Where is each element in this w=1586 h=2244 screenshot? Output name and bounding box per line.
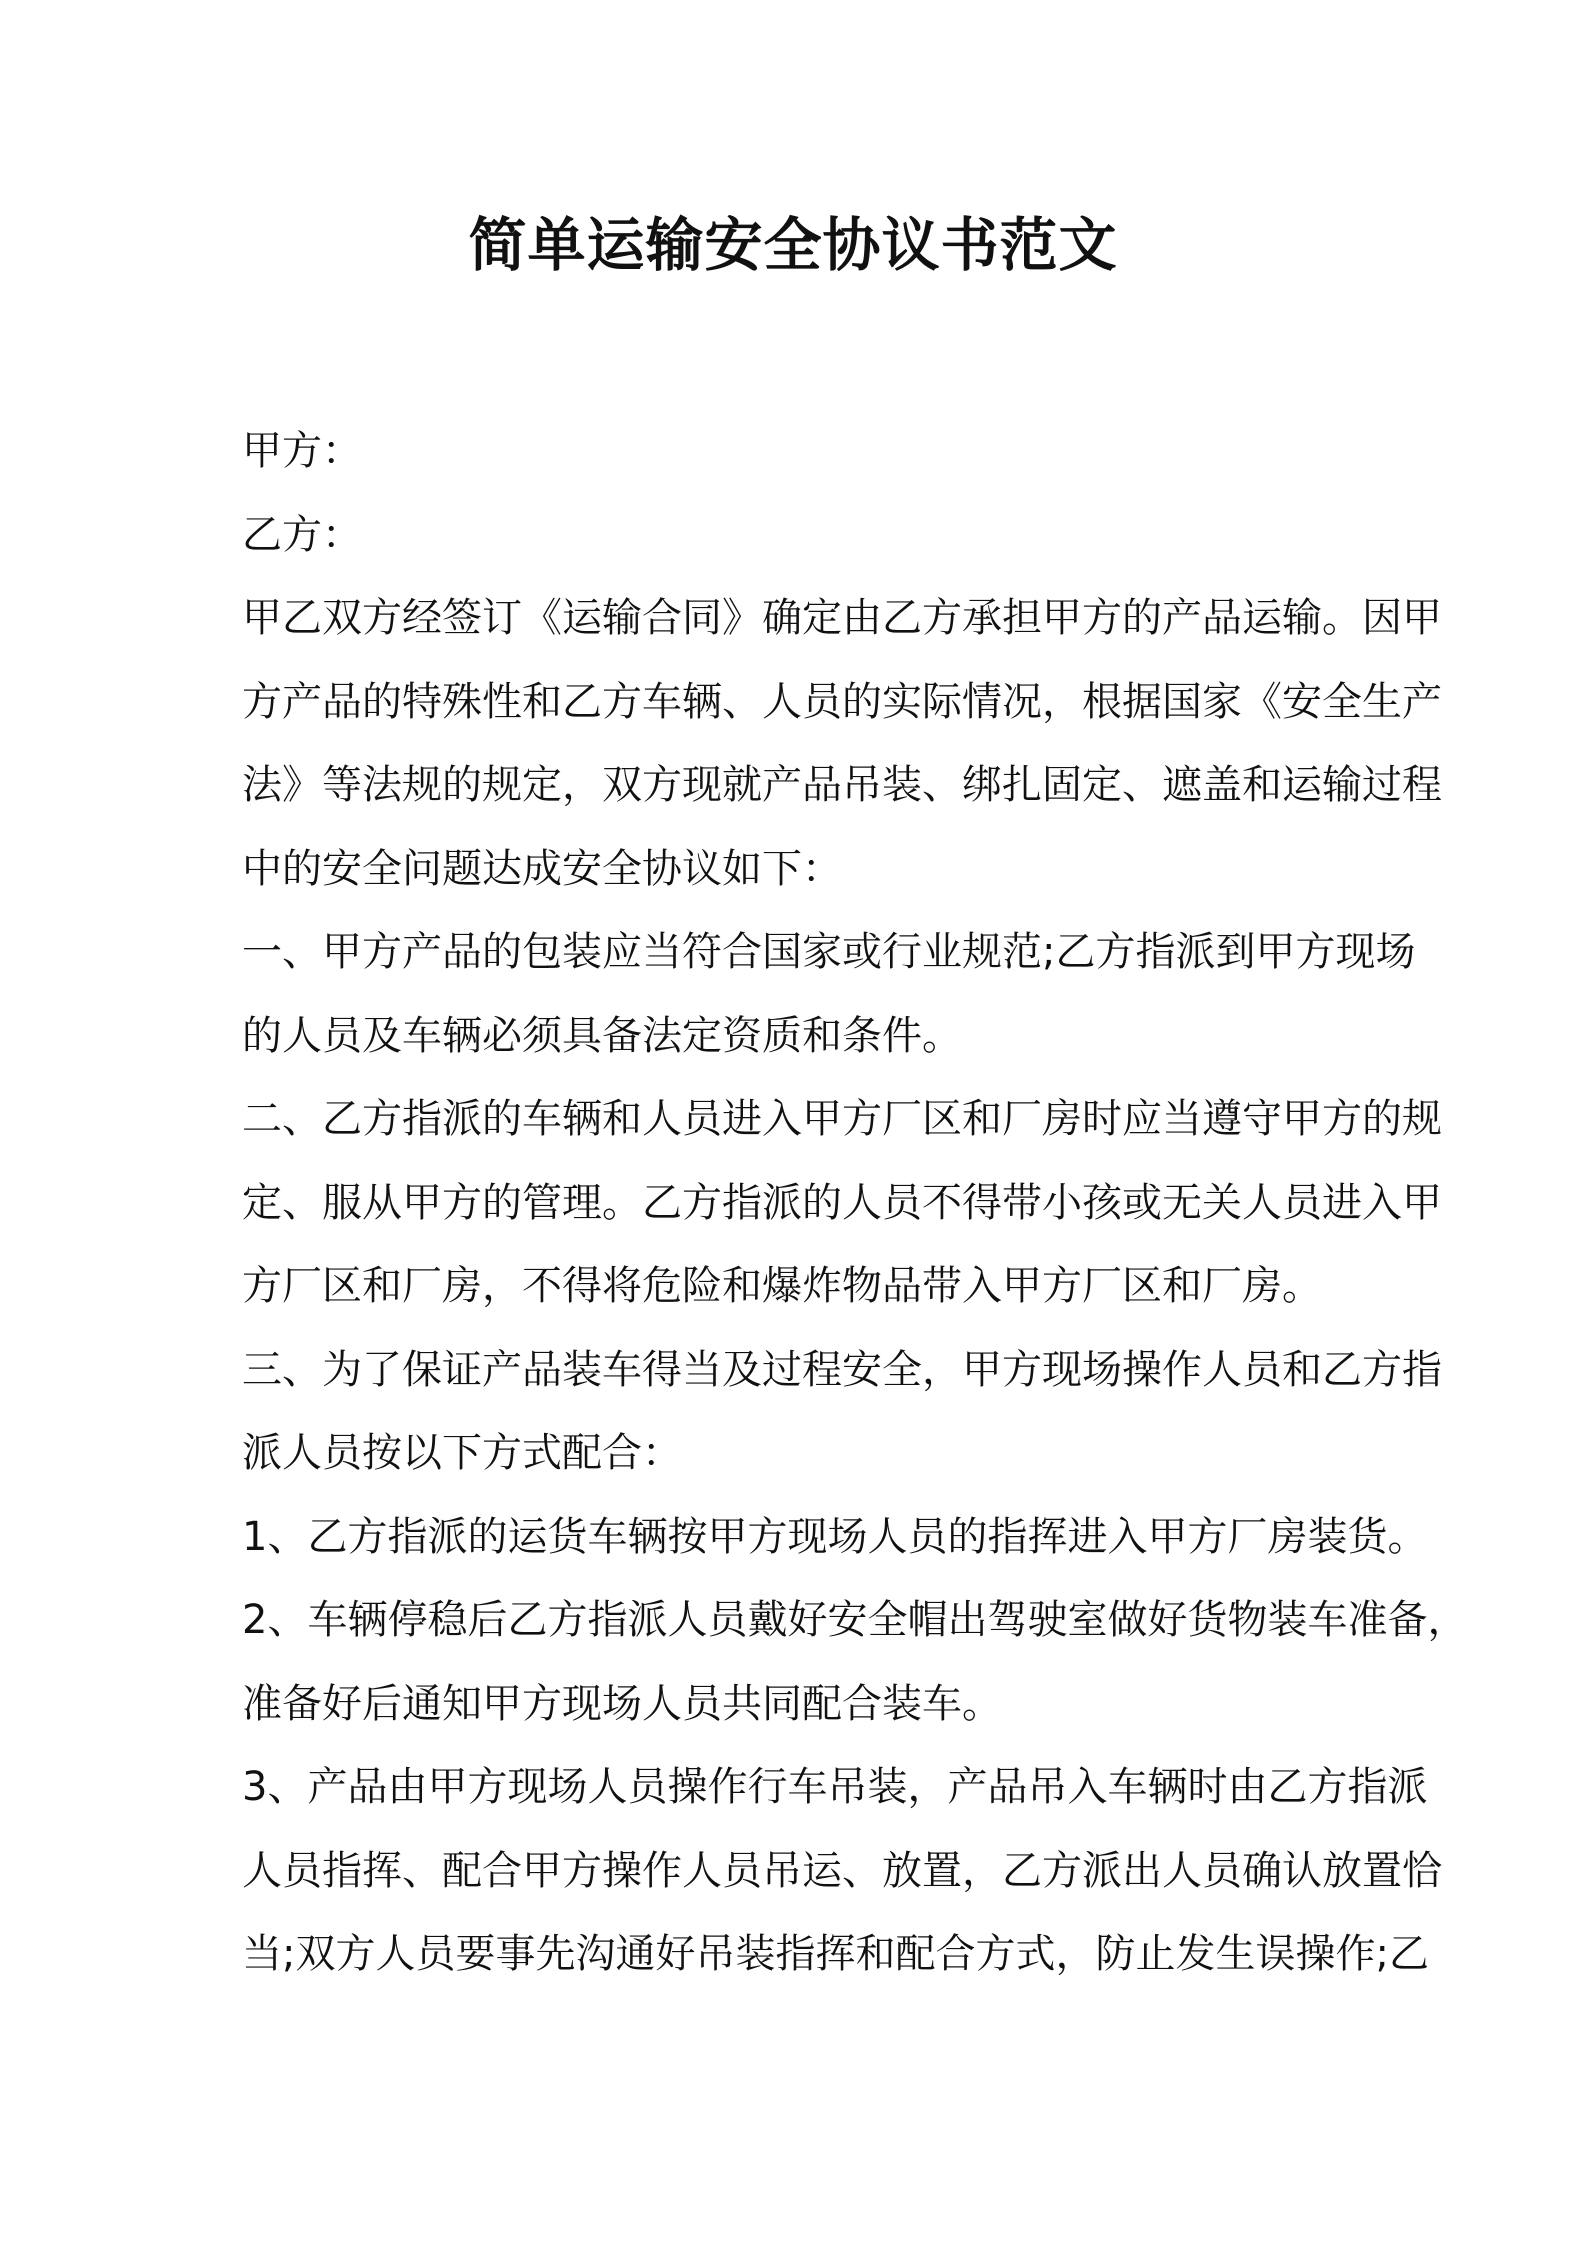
clause-1-line: 的人员及车辆必须具备法定资质和条件。 [242,1012,962,1059]
document-body [242,410,1468,1997]
intro-line: 甲乙双方经签订《运输合同》确定由乙方承担甲方的产品运输。因甲 [242,595,1442,641]
item-3-line: 3、产品由甲方现场人员操作行车吊装，产品吊入车辆时由乙方指派 [242,1764,1428,1810]
document-title: 简单运输安全协议书范文 [468,211,1118,279]
party-b-line: 乙方： [242,511,362,558]
intro-line: 法》等法规的规定，双方现就产品吊装、绑扎固定、遮盖和运输过程 [242,762,1442,808]
clause-1-line: 一、甲方产品的包装应当符合国家或行业规范;乙方指派到甲方现场 [242,929,1416,975]
clause-2-line: 定、服从甲方的管理。乙方指派的人员不得带小孩或无关人员进入甲 [242,1179,1442,1226]
item-1-line: 1、乙方指派的运货车辆按甲方现场人员的指挥进入甲方厂房装货。 [242,1513,1428,1560]
intro-line: 中的安全问题达成安全协议如下： [242,845,842,892]
item-3-line: 人员指挥、配合甲方操作人员吊运、放置，乙方派出人员确认放置恰 [242,1847,1442,1894]
clause-3-line: 派人员按以下方式配合： [242,1430,682,1476]
item-3-line: 当;双方人员要事先沟通好吊装指挥和配合方式，防止发生误操作;乙 [242,1931,1429,1977]
party-a-line: 甲方： [242,428,362,474]
clause-2-line: 二、乙方指派的车辆和人员进入甲方厂区和厂房时应当遵守甲方的规 [242,1096,1442,1142]
clause-3-line: 三、为了保证产品装车得当及过程安全，甲方现场操作人员和乙方指 [242,1346,1442,1393]
intro-line: 方产品的特殊性和乙方车辆、人员的实际情况，根据国家《安全生产 [242,678,1442,725]
item-2-line: 准备好后通知甲方现场人员共同配合装车。 [242,1680,1002,1727]
item-2-line: 2、车辆停稳后乙方指派人员戴好安全帽出驾驶室做好货物装车准备， [242,1597,1468,1643]
clause-2-line: 方厂区和厂房，不得将危险和爆炸物品带入甲方厂区和厂房。 [242,1263,1322,1309]
